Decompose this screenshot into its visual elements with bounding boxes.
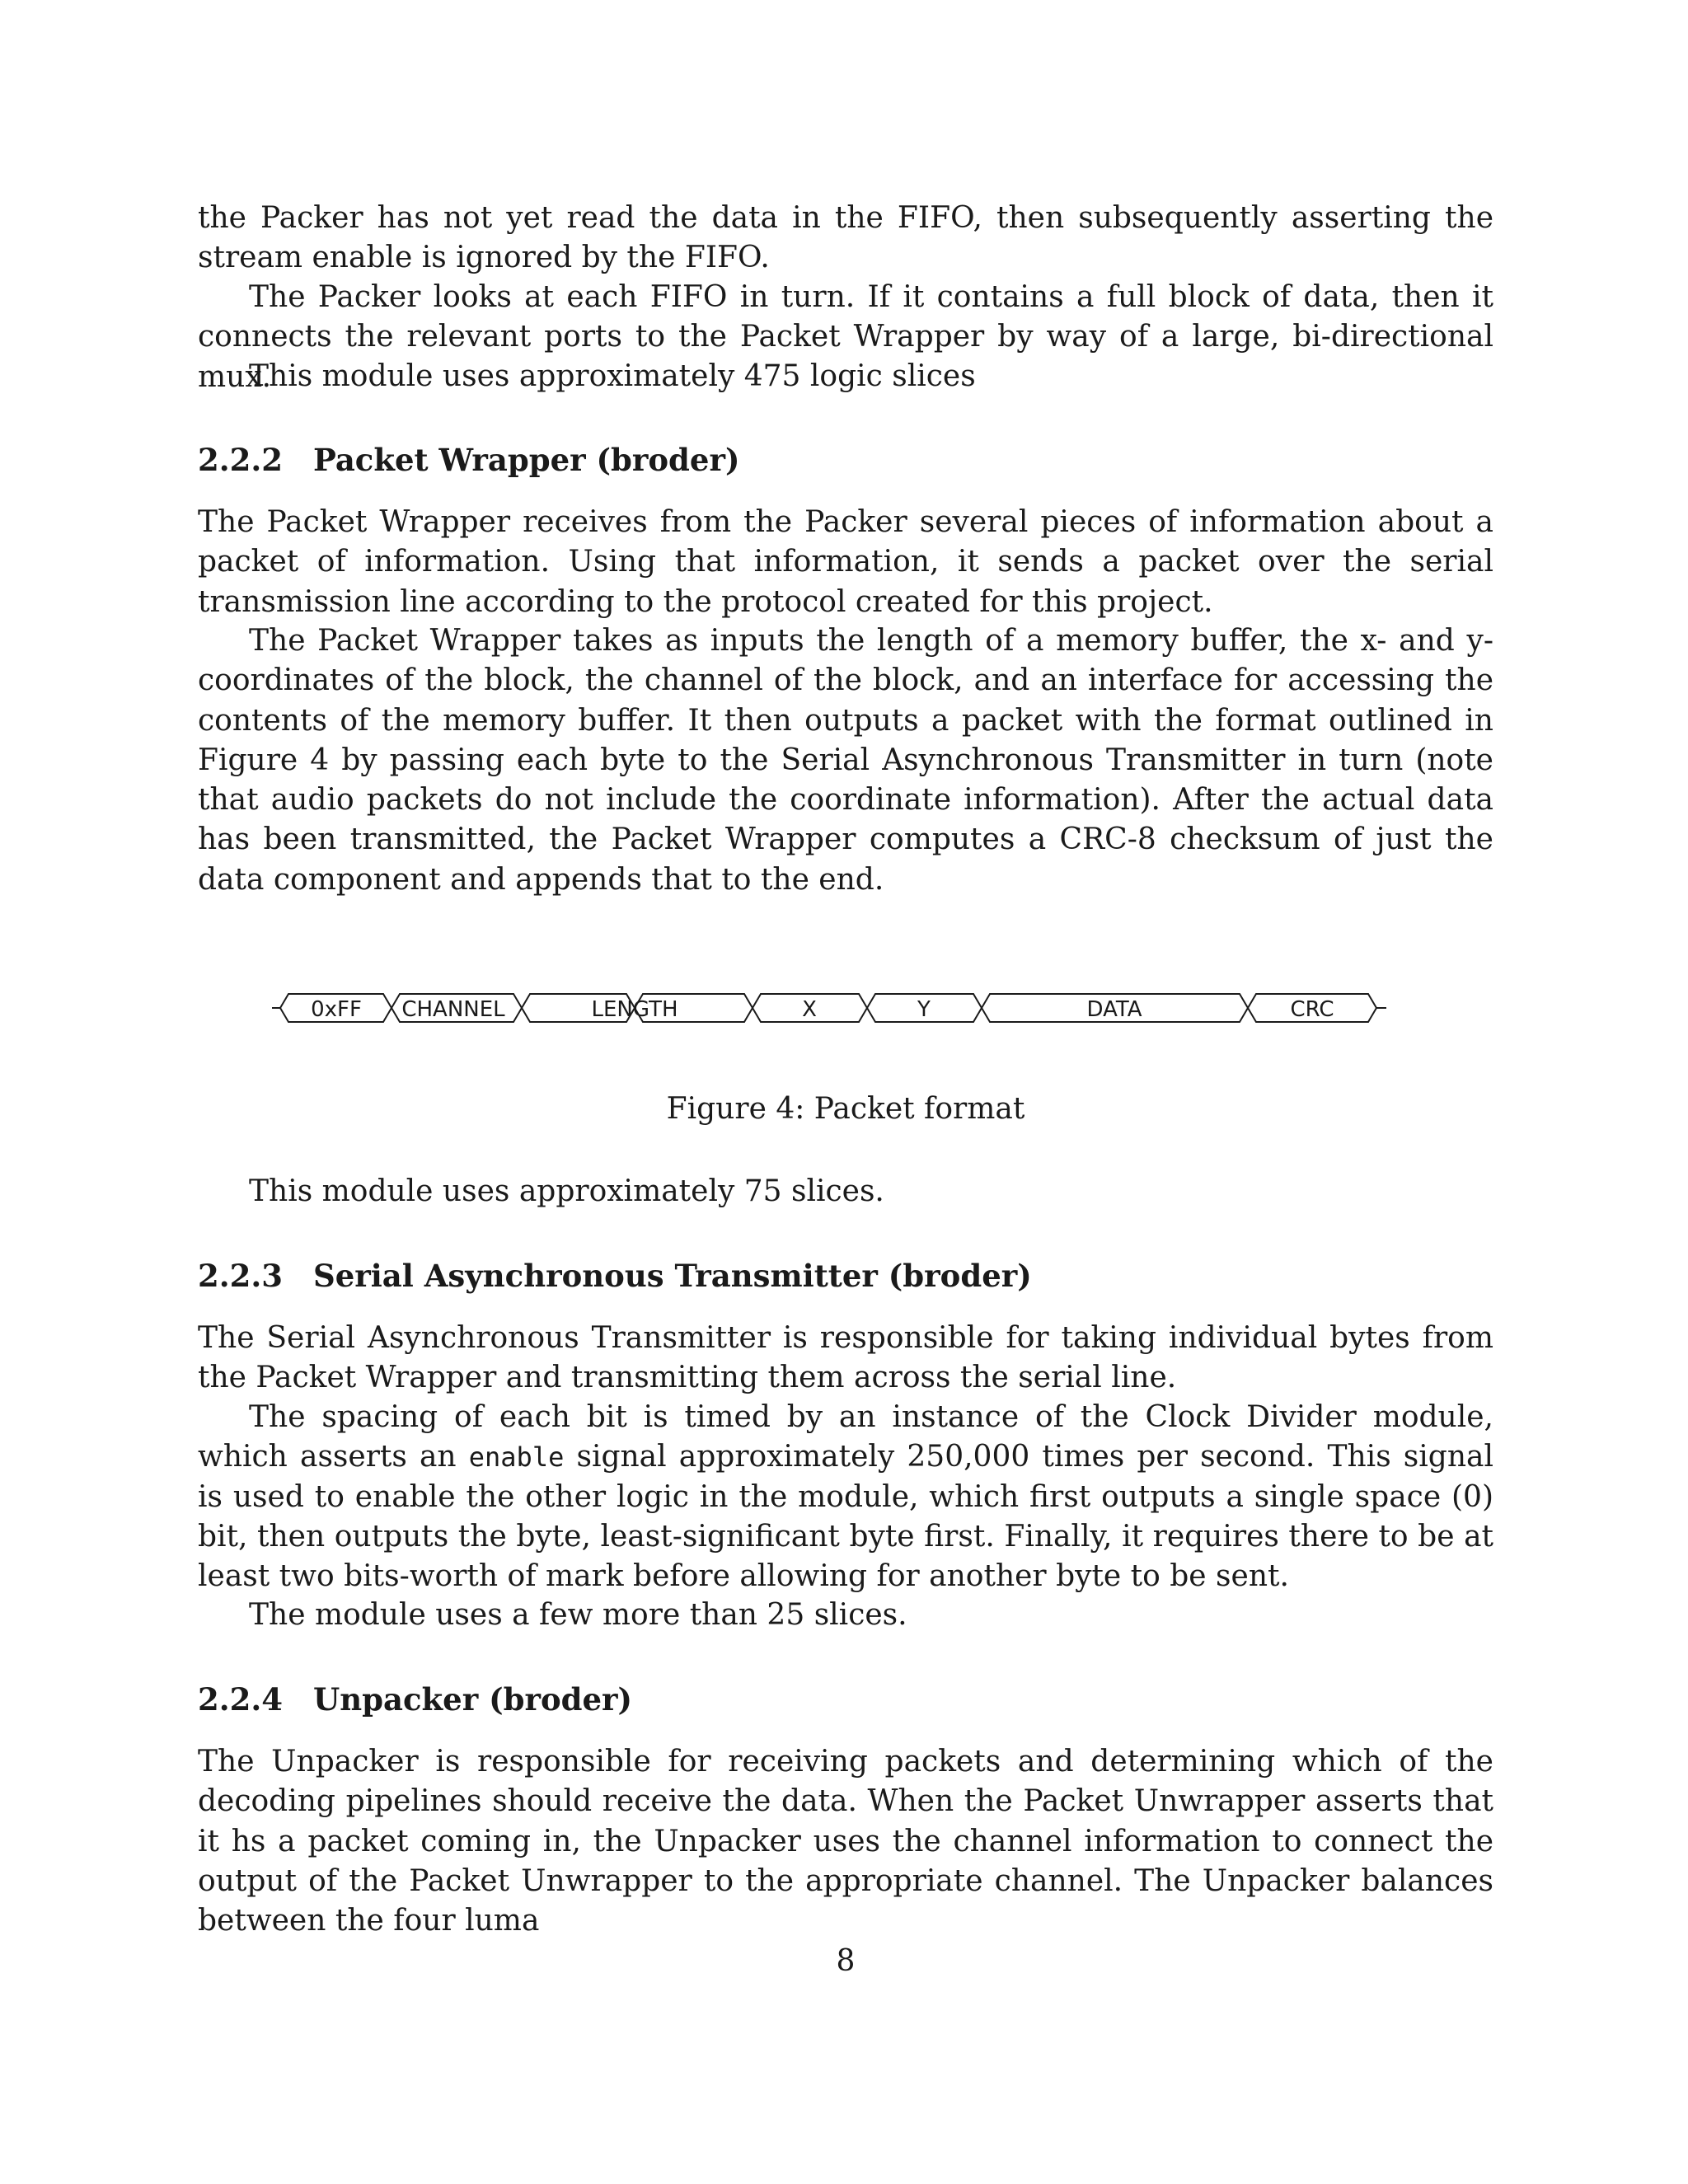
paragraph-fifo-enable: the Packer has not yet read the data in the FIFO, then subsequently asserting the stream enable is ignored by the FIFO. <box>198 201 1493 275</box>
text-segment: The spacing of each bit is timed by an instance of the Clock Divider module, which asserts an <box>198 1400 1493 1474</box>
field-label-crc: CRC <box>1290 997 1334 1022</box>
code-enable: enable <box>468 1441 565 1474</box>
section-heading-serial-transmitter <box>198 1256 1032 1296</box>
field-label-y: Y <box>917 997 931 1022</box>
section-number: 2.2.3 <box>198 1258 283 1294</box>
field-label-x: X <box>802 997 817 1022</box>
page-number: 8 <box>836 1944 856 1978</box>
paragraph-unpacker: The Unpacker is responsible for receiving packets and determining which of the decoding pipelines should receive the data. When the Packet Unwrapper asserts that it hs a packet coming in, the Unpacker uses the channel information to connect the output of the Packet Unwrapper to the appropriate channel. The Unpacker balances between the four luma <box>198 1745 1493 1938</box>
paragraph-transmitter-timing <box>198 1398 1493 1596</box>
paragraph-wrapper-details: The Packet Wrapper takes as inputs the length of a memory buffer, the x- and y-coordinates of the block, the channel of the block, and an interface for accessing the contents of the memory buffer. It then outputs a packet with the format outlined in Figure 4 by passing each byte to the Serial Asynchronous Transmitter in turn (note that audio packets do not include the coordinate information). After the actual data has been transmitted, the Packet Wrapper computes a CRC-8 checksum of just the data component and appends that to the end. <box>198 624 1493 897</box>
section-number: 2.2.2 <box>198 442 283 478</box>
section-title: Packet Wrapper (broder) <box>313 442 740 478</box>
paragraph-packer-slices: This module uses approximately 475 logic slices <box>249 359 976 393</box>
section-heading-packet-wrapper <box>198 440 739 480</box>
paragraph-wrapper-slices: This module uses approximately 75 slices. <box>249 1174 884 1208</box>
field-label-data: DATA <box>1086 997 1142 1022</box>
section-title: Serial Asynchronous Transmitter (broder) <box>313 1258 1032 1294</box>
section-title: Unpacker (broder) <box>313 1681 633 1718</box>
paragraph-wrapper-intro: The Packet Wrapper receives from the Packer several pieces of information about a packet of information. Using that information, it sends a packet over the serial transmission line according to the protocol created for this project. <box>198 505 1493 619</box>
paragraph-transmitter-intro: The Serial Asynchronous Transmitter is responsible for taking individual bytes from the Packet Wrapper and transmitting them across the serial line. <box>198 1321 1493 1395</box>
field-label-0xff: 0xFF <box>311 997 362 1022</box>
field-label-length: LENGTH <box>591 997 678 1022</box>
text-segment: signal approximately 250,000 times per second. This signal is used to enable the other logic in the module, which first outputs a single space (0) bit, then outputs the byte, least-significant byte first. Finally, it requires there to be at least two bits-worth of mark before allowing for another byte to be sent. <box>198 1440 1493 1594</box>
paragraph-transmitter-slices: The module uses a few more than 25 slices. <box>249 1598 907 1632</box>
section-number: 2.2.4 <box>198 1681 283 1718</box>
paragraph-packer-fifo: The Packer looks at each FIFO in turn. If it contains a full block of data, then it connects the relevant ports to the Packet Wrapper by way of a large, bi-directional mux. <box>198 280 1493 394</box>
figure-caption: Figure 4: Packet format <box>666 1092 1025 1126</box>
section-heading-unpacker <box>198 1680 632 1719</box>
packet-format-diagram <box>198 971 1493 1045</box>
field-label-channel: CHANNEL <box>401 997 505 1022</box>
